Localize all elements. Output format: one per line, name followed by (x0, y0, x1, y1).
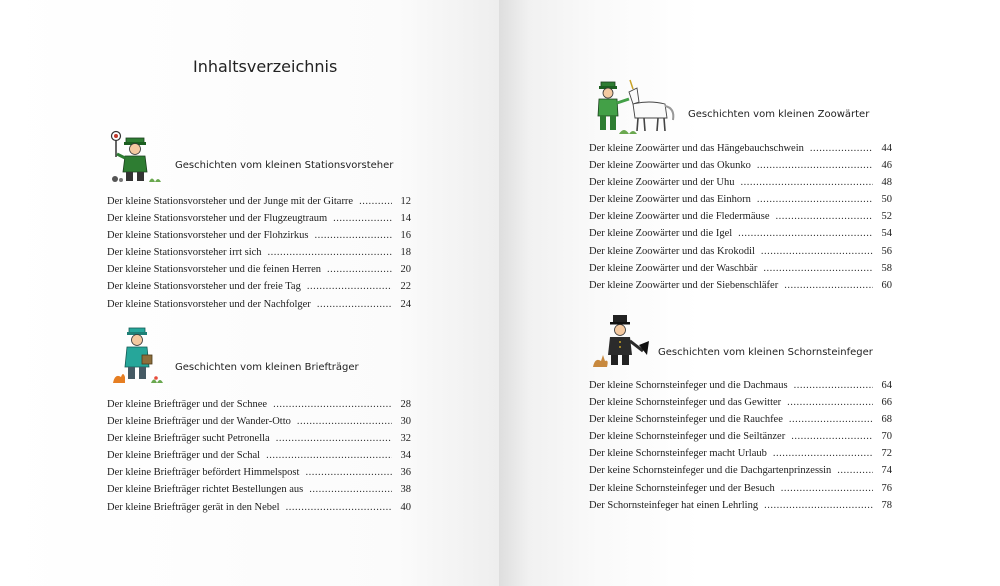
section-header (107, 325, 411, 387)
toc-entry (107, 499, 411, 516)
toc-entry-page: 64 (881, 380, 892, 391)
toc-entry-title: Der kleine Zoowärter und das Hängebauchschwein (589, 143, 804, 154)
section-brieftraeger (107, 325, 411, 516)
toc-entry (107, 430, 411, 447)
toc-entry (589, 480, 892, 497)
toc-entry (107, 413, 411, 430)
toc-entry-title: Der Schornsteinfeger hat einen Lehrling (589, 499, 759, 511)
toc-entry-page: 74 (881, 465, 892, 477)
toc-entry (589, 497, 892, 514)
toc-entry-page: 38 (400, 484, 411, 496)
mailman-icon (107, 325, 165, 387)
dot-leader (309, 481, 392, 498)
toc-entry-title: Der kleine Briefträger sucht Petronella (107, 433, 270, 445)
toc-entry-title: Der kleine Schornsteinfeger macht Urlaub (589, 448, 767, 460)
toc-entry-page: 36 (400, 467, 411, 479)
toc-entry-page: 50 (881, 194, 892, 206)
toc-list (107, 193, 411, 313)
dot-leader (273, 396, 392, 413)
toc-entry (589, 157, 892, 174)
section-zoowaerter (589, 78, 892, 294)
toc-entry (107, 244, 411, 261)
toc-entry (107, 193, 411, 210)
dot-leader (315, 227, 393, 244)
toc-entry (107, 447, 411, 464)
toc-entry (589, 394, 892, 411)
toc-entry-page: 44 (881, 143, 892, 154)
toc-entry (589, 191, 892, 208)
toc-list (589, 377, 892, 514)
toc-entry-page: 34 (400, 450, 411, 462)
toc-entry-title: Der kleine Schornsteinfeger und die Seiltänzer (589, 431, 786, 443)
toc-entry (589, 277, 892, 294)
toc-entry (589, 225, 892, 242)
toc-entry-title: Der kleine Stationsvorsteher und der Flohzirkus (107, 230, 309, 242)
section-heading: Geschichten vom kleinen Stationsvorsteher (175, 160, 394, 171)
dot-leader (317, 296, 392, 313)
section-heading: Geschichten vom kleinen Schornsteinfeger (658, 347, 873, 358)
dot-leader (327, 261, 392, 278)
section-heading: Geschichten vom kleinen Zoowärter (688, 109, 870, 120)
dot-leader (266, 447, 392, 464)
toc-entry-page: 46 (881, 160, 892, 172)
toc-entry (589, 260, 892, 277)
toc-entry (589, 243, 892, 260)
toc-entry (107, 396, 411, 413)
toc-entry-title: Der kleine Stationsvorsteher irrt sich (107, 247, 262, 259)
toc-entry (107, 464, 411, 481)
toc-entry-page: 40 (400, 501, 411, 513)
dot-leader (775, 208, 873, 225)
toc-entry-title: Der kleine Schornsteinfeger und die Rauchfee (589, 414, 783, 426)
toc-entry (589, 208, 892, 225)
toc-entry (107, 278, 411, 295)
toc-entry-page: 12 (400, 196, 411, 207)
toc-entry-title: Der kleine Stationsvorsteher und der Junge mit der Gitarre (107, 196, 354, 207)
dot-leader (837, 462, 873, 479)
toc-entry-page: 70 (881, 431, 892, 443)
toc-entry (589, 411, 892, 428)
toc-entry (589, 462, 892, 479)
dot-leader (791, 428, 873, 445)
toc-entry-page: 48 (881, 177, 892, 189)
toc-entry-page: 52 (881, 211, 892, 223)
toc-entry-title: Der kleine Briefträger und der Wander-Otto (107, 416, 291, 428)
toc-entry-page: 22 (400, 281, 411, 293)
chimney-sweep-icon (589, 311, 651, 371)
dot-leader (784, 277, 873, 294)
toc-entry (589, 445, 892, 462)
dot-leader (359, 193, 392, 210)
stationmaster-icon (107, 127, 165, 185)
toc-entry-page: 76 (881, 482, 892, 494)
toc-entry (589, 174, 892, 191)
dot-leader (757, 191, 873, 208)
toc-entry-title: Der keine Schornsteinfeger und die Dachgartenprinzessin (589, 465, 832, 477)
toc-entry (589, 140, 892, 157)
toc-entry-title: Der kleine Briefträger und der Schal (107, 450, 261, 462)
toc-entry-title: Der kleine Briefträger richtet Bestellungen aus (107, 484, 304, 496)
dot-leader (333, 210, 392, 227)
toc-list (589, 140, 892, 294)
section-heading: Geschichten vom kleinen Briefträger (175, 362, 359, 373)
dot-leader (764, 497, 873, 514)
toc-entry-title: Der kleine Schornsteinfeger und die Dachmaus (589, 380, 788, 391)
toc-entry-title: Der kleine Zoowärter und der Uhu (589, 177, 735, 189)
dot-leader (276, 430, 392, 447)
toc-entry-page: 16 (400, 230, 411, 242)
toc-entry-title: Der kleine Stationsvorsteher und der Flugzeugtraum (107, 213, 328, 225)
dot-leader (787, 394, 873, 411)
toc-entry-page: 78 (881, 499, 892, 511)
dot-leader (305, 464, 392, 481)
toc-entry-title: Der kleine Zoowärter und das Krokodil (589, 245, 755, 257)
section-stationsvorsteher (107, 125, 411, 313)
toc-list (107, 396, 411, 516)
toc-entry-page: 56 (881, 245, 892, 257)
toc-entry-title: Der kleine Zoowärter und das Einhorn (589, 194, 751, 206)
toc-entry-title: Der kleine Briefträger und der Schnee (107, 399, 268, 410)
toc-entry-title: Der kleine Zoowärter und die Fledermäuse (589, 211, 770, 223)
toc-entry (589, 377, 892, 394)
toc-entry-title: Der kleine Zoowärter und das Okunko (589, 160, 751, 172)
section-header (589, 311, 892, 371)
toc-entry-title: Der kleine Schornsteinfeger und der Besuch (589, 482, 775, 494)
toc-entry-title: Der kleine Stationsvorsteher und die feinen Herren (107, 264, 322, 276)
section-header (107, 125, 411, 185)
toc-entry-page: 58 (881, 262, 892, 274)
page-title: Inhaltsverzeichnis (193, 57, 338, 76)
dot-leader (794, 377, 873, 394)
toc-entry-title: Der kleine Schornsteinfeger und das Gewitter (589, 397, 782, 409)
toc-entry-page: 28 (400, 399, 411, 410)
dot-leader (286, 499, 392, 516)
toc-entry (589, 428, 892, 445)
toc-entry-title: Der kleine Stationsvorsteher und der freie Tag (107, 281, 301, 293)
dot-leader (757, 157, 873, 174)
dot-leader (789, 411, 873, 428)
dot-leader (307, 278, 392, 295)
dot-leader (773, 445, 873, 462)
toc-entry-title: Der kleine Stationsvorsteher und der Nachfolger (107, 298, 311, 310)
toc-entry-page: 68 (881, 414, 892, 426)
dot-leader (741, 174, 874, 191)
dot-leader (297, 413, 392, 430)
toc-entry-page: 20 (400, 264, 411, 276)
dot-leader (738, 225, 873, 242)
section-schornsteinfeger (589, 311, 892, 514)
toc-entry (107, 261, 411, 278)
section-header (589, 78, 892, 136)
dot-leader (781, 480, 873, 497)
toc-entry (107, 481, 411, 498)
toc-entry-page: 54 (881, 228, 892, 240)
toc-entry (107, 227, 411, 244)
toc-entry-page: 24 (400, 298, 411, 310)
toc-entry-page: 72 (881, 448, 892, 460)
dot-leader (810, 140, 873, 157)
toc-entry-page: 30 (400, 416, 411, 428)
toc-entry (107, 296, 411, 313)
toc-entry-title: Der kleine Zoowärter und der Siebenschläfer (589, 279, 779, 291)
dot-leader (761, 243, 873, 260)
toc-entry (107, 210, 411, 227)
dot-leader (763, 260, 873, 277)
toc-entry-title: Der kleine Zoowärter und der Waschbär (589, 262, 758, 274)
zookeeper-unicorn-icon (589, 78, 679, 136)
toc-entry-page: 66 (881, 397, 892, 409)
toc-entry-title: Der kleine Briefträger befördert Himmelspost (107, 467, 300, 479)
toc-entry-title: Der kleine Zoowärter und die Igel (589, 228, 733, 240)
dot-leader (268, 244, 392, 261)
toc-entry-page: 32 (400, 433, 411, 445)
toc-entry-page: 60 (881, 279, 892, 291)
toc-entry-page: 18 (400, 247, 411, 259)
toc-entry-page: 14 (400, 213, 411, 225)
toc-entry-title: Der kleine Briefträger gerät in den Nebel (107, 501, 280, 513)
